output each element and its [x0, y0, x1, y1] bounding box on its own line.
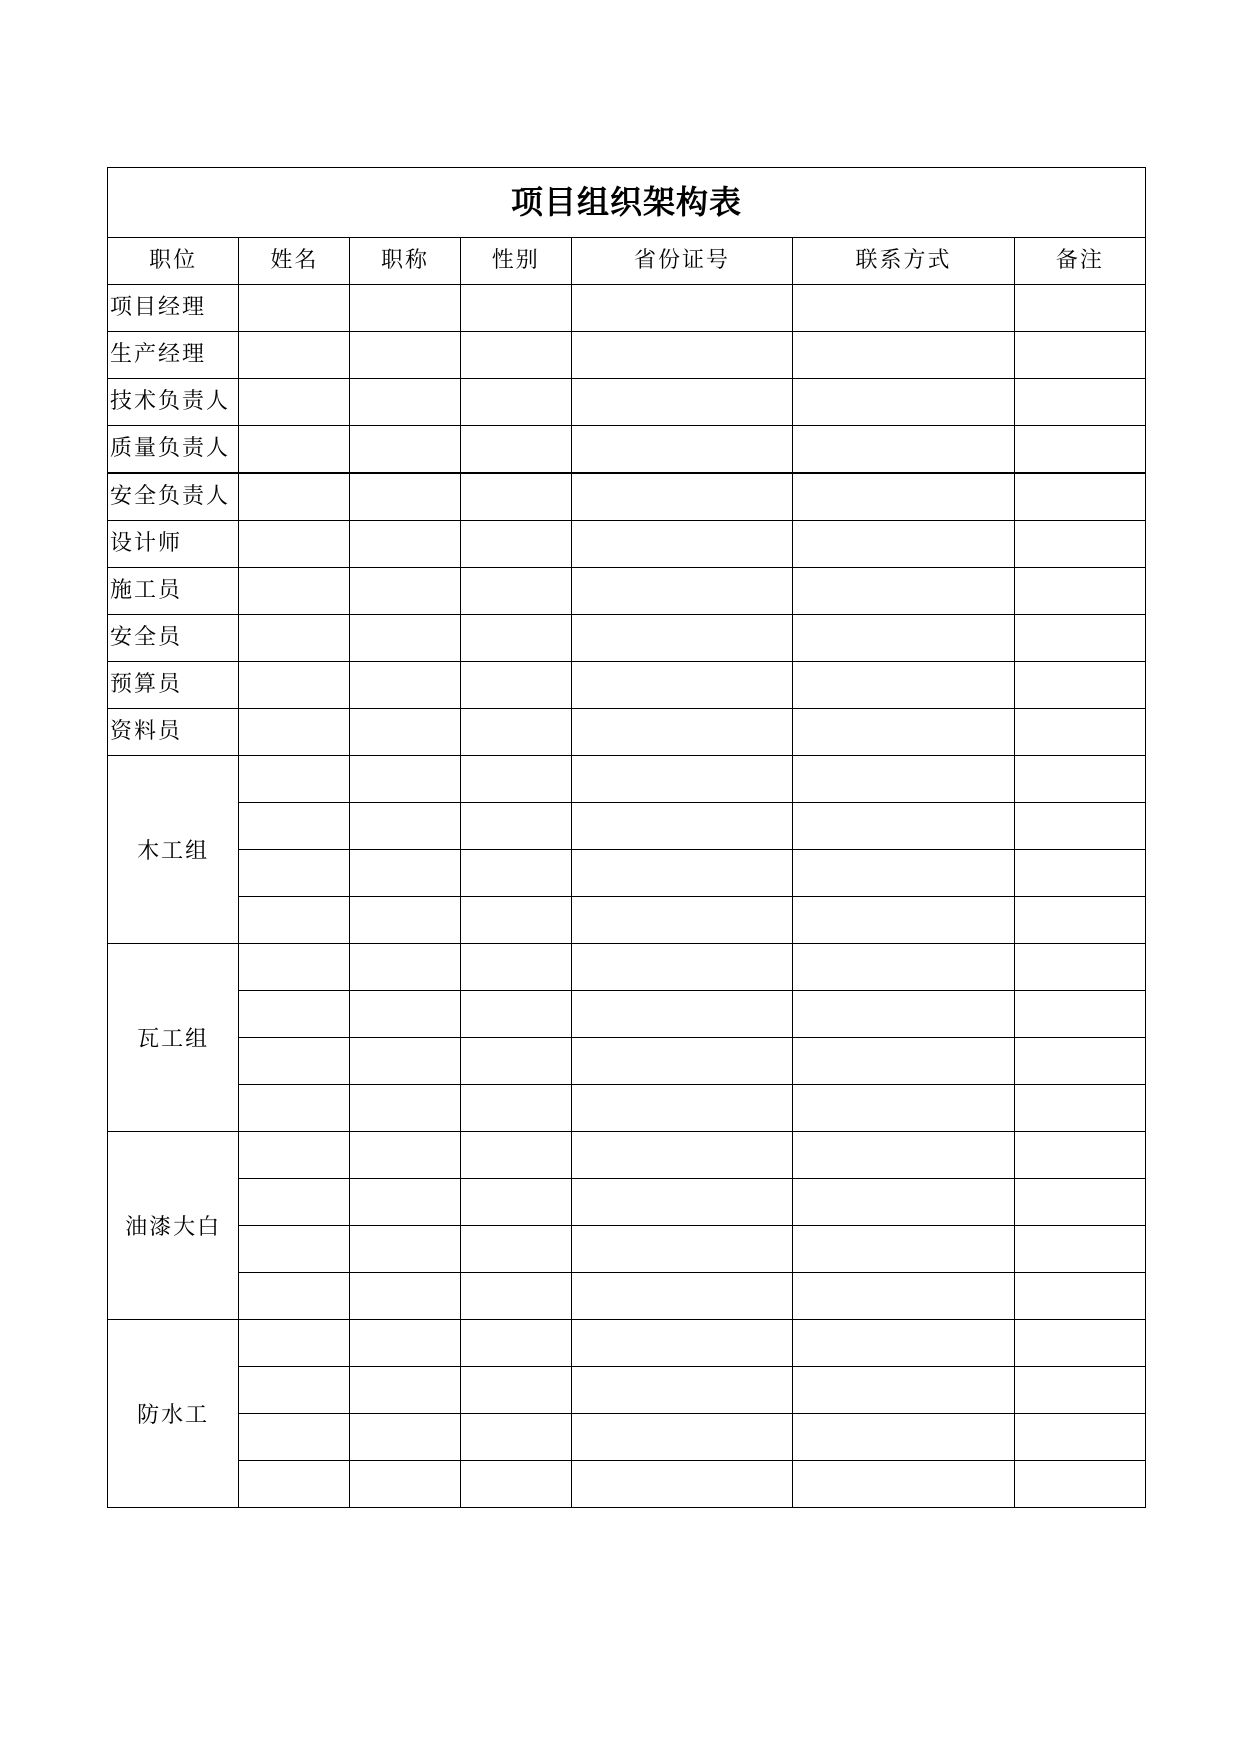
contact-cell[interactable]: [793, 991, 1014, 1038]
remarks-cell[interactable]: [1014, 568, 1145, 615]
group-row: [108, 1367, 1146, 1414]
title-cell[interactable]: [350, 521, 460, 568]
title-cell[interactable]: [350, 1461, 460, 1508]
name-cell[interactable]: [239, 1132, 350, 1179]
title-cell[interactable]: [350, 897, 460, 944]
role-label: 资料员: [108, 709, 239, 756]
gender-cell[interactable]: [460, 1414, 571, 1461]
name-cell[interactable]: [239, 332, 350, 379]
title-cell[interactable]: [350, 379, 460, 426]
remarks-cell[interactable]: [1014, 897, 1145, 944]
remarks-cell[interactable]: [1014, 991, 1145, 1038]
header-remarks: 备注: [1014, 238, 1145, 285]
remarks-cell[interactable]: [1014, 1414, 1145, 1461]
group-row: [108, 1132, 1146, 1179]
title-cell[interactable]: [350, 1179, 460, 1226]
title-cell[interactable]: [350, 1414, 460, 1461]
id-number-cell[interactable]: [571, 426, 792, 474]
name-cell[interactable]: [239, 473, 350, 521]
gender-cell[interactable]: [460, 285, 571, 332]
title-cell[interactable]: [350, 991, 460, 1038]
role-row: [108, 379, 1146, 426]
group-row: [108, 1038, 1146, 1085]
id-number-cell[interactable]: [571, 1273, 792, 1320]
title-cell[interactable]: [350, 568, 460, 615]
group-row: [108, 1273, 1146, 1320]
name-cell[interactable]: [239, 897, 350, 944]
remarks-cell[interactable]: [1014, 473, 1145, 521]
gender-cell[interactable]: [460, 1179, 571, 1226]
gender-cell[interactable]: [460, 1085, 571, 1132]
contact-cell[interactable]: [793, 1226, 1014, 1273]
title-row: [108, 168, 1146, 238]
role-row: [108, 521, 1146, 568]
id-number-cell[interactable]: [571, 991, 792, 1038]
name-cell[interactable]: [239, 521, 350, 568]
id-number-cell[interactable]: [571, 1367, 792, 1414]
gender-cell[interactable]: [460, 1320, 571, 1367]
remarks-cell[interactable]: [1014, 1320, 1145, 1367]
gender-cell[interactable]: [460, 473, 571, 521]
contact-cell[interactable]: [793, 944, 1014, 991]
group-row: [108, 1085, 1146, 1132]
role-row: [108, 568, 1146, 615]
remarks-cell[interactable]: [1014, 1132, 1145, 1179]
contact-cell[interactable]: [793, 473, 1014, 521]
role-row: [108, 285, 1146, 332]
gender-cell[interactable]: [460, 756, 571, 803]
group-row: [108, 991, 1146, 1038]
role-row: [108, 426, 1146, 474]
id-number-cell[interactable]: [571, 568, 792, 615]
contact-cell[interactable]: [793, 1414, 1014, 1461]
remarks-cell[interactable]: [1014, 1179, 1145, 1226]
name-cell[interactable]: [239, 709, 350, 756]
remarks-cell[interactable]: [1014, 1226, 1145, 1273]
title-cell[interactable]: [350, 1085, 460, 1132]
table-title: 项目组织架构表: [108, 168, 1146, 238]
name-cell[interactable]: [239, 1038, 350, 1085]
title-cell[interactable]: [350, 473, 460, 521]
contact-cell[interactable]: [793, 756, 1014, 803]
contact-cell[interactable]: [793, 568, 1014, 615]
id-number-cell[interactable]: [571, 1179, 792, 1226]
title-cell[interactable]: [350, 332, 460, 379]
id-number-cell[interactable]: [571, 1461, 792, 1508]
contact-cell[interactable]: [793, 426, 1014, 474]
id-number-cell[interactable]: [571, 850, 792, 897]
title-cell[interactable]: [350, 1273, 460, 1320]
contact-cell[interactable]: [793, 1320, 1014, 1367]
contact-cell[interactable]: [793, 1085, 1014, 1132]
gender-cell[interactable]: [460, 662, 571, 709]
gender-cell[interactable]: [460, 332, 571, 379]
contact-cell[interactable]: [793, 1273, 1014, 1320]
gender-cell[interactable]: [460, 615, 571, 662]
id-number-cell[interactable]: [571, 615, 792, 662]
title-cell[interactable]: [350, 756, 460, 803]
role-label: 项目经理: [108, 285, 239, 332]
contact-cell[interactable]: [793, 379, 1014, 426]
remarks-cell[interactable]: [1014, 426, 1145, 474]
role-row: [108, 662, 1146, 709]
remarks-cell[interactable]: [1014, 615, 1145, 662]
gender-cell[interactable]: [460, 991, 571, 1038]
gender-cell[interactable]: [460, 1226, 571, 1273]
role-label: 安全员: [108, 615, 239, 662]
gender-cell[interactable]: [460, 1038, 571, 1085]
title-cell[interactable]: [350, 662, 460, 709]
role-label: 安全负责人: [108, 473, 239, 521]
group-label: 木工组: [108, 756, 239, 944]
name-cell[interactable]: [239, 756, 350, 803]
gender-cell[interactable]: [460, 1273, 571, 1320]
group-row: [108, 1226, 1146, 1273]
name-cell[interactable]: [239, 1320, 350, 1367]
name-cell[interactable]: [239, 1414, 350, 1461]
header-name: 姓名: [239, 238, 350, 285]
role-row: [108, 332, 1146, 379]
contact-cell[interactable]: [793, 1132, 1014, 1179]
group-row: [108, 1320, 1146, 1367]
gender-cell[interactable]: [460, 379, 571, 426]
name-cell[interactable]: [239, 1085, 350, 1132]
remarks-cell[interactable]: [1014, 944, 1145, 991]
gender-cell[interactable]: [460, 944, 571, 991]
id-number-cell[interactable]: [571, 897, 792, 944]
remarks-cell[interactable]: [1014, 332, 1145, 379]
contact-cell[interactable]: [793, 803, 1014, 850]
id-number-cell[interactable]: [571, 1038, 792, 1085]
name-cell[interactable]: [239, 1367, 350, 1414]
role-label: 生产经理: [108, 332, 239, 379]
gender-cell[interactable]: [460, 521, 571, 568]
remarks-cell[interactable]: [1014, 1461, 1145, 1508]
name-cell[interactable]: [239, 850, 350, 897]
remarks-cell[interactable]: [1014, 709, 1145, 756]
name-cell[interactable]: [239, 662, 350, 709]
role-row: [108, 709, 1146, 756]
contact-cell[interactable]: [793, 1461, 1014, 1508]
title-cell[interactable]: [350, 1132, 460, 1179]
id-number-cell[interactable]: [571, 1226, 792, 1273]
remarks-cell[interactable]: [1014, 850, 1145, 897]
remarks-cell[interactable]: [1014, 756, 1145, 803]
gender-cell[interactable]: [460, 897, 571, 944]
remarks-cell[interactable]: [1014, 1273, 1145, 1320]
id-number-cell[interactable]: [571, 803, 792, 850]
contact-cell[interactable]: [793, 521, 1014, 568]
name-cell[interactable]: [239, 944, 350, 991]
gender-cell[interactable]: [460, 426, 571, 474]
id-number-cell[interactable]: [571, 944, 792, 991]
title-cell[interactable]: [350, 1226, 460, 1273]
contact-cell[interactable]: [793, 332, 1014, 379]
id-number-cell[interactable]: [571, 662, 792, 709]
name-cell[interactable]: [239, 803, 350, 850]
title-cell[interactable]: [350, 1367, 460, 1414]
title-cell[interactable]: [350, 285, 460, 332]
group-row: [108, 1179, 1146, 1226]
id-number-cell[interactable]: [571, 756, 792, 803]
group-row: [108, 850, 1146, 897]
id-number-cell[interactable]: [571, 1320, 792, 1367]
name-cell[interactable]: [239, 1273, 350, 1320]
group-label: 防水工: [108, 1320, 239, 1508]
name-cell[interactable]: [239, 285, 350, 332]
contact-cell[interactable]: [793, 1367, 1014, 1414]
remarks-cell[interactable]: [1014, 1085, 1145, 1132]
title-cell[interactable]: [350, 944, 460, 991]
name-cell[interactable]: [239, 1179, 350, 1226]
organization-table: [107, 167, 1146, 1508]
group-label: 油漆大白: [108, 1132, 239, 1320]
gender-cell[interactable]: [460, 1367, 571, 1414]
id-number-cell[interactable]: [571, 521, 792, 568]
remarks-cell[interactable]: [1014, 662, 1145, 709]
role-label: 施工员: [108, 568, 239, 615]
id-number-cell[interactable]: [571, 285, 792, 332]
remarks-cell[interactable]: [1014, 285, 1145, 332]
name-cell[interactable]: [239, 1461, 350, 1508]
role-label: 预算员: [108, 662, 239, 709]
gender-cell[interactable]: [460, 709, 571, 756]
name-cell[interactable]: [239, 568, 350, 615]
group-row: [108, 944, 1146, 991]
table-body: [108, 285, 1146, 1508]
header-row: [108, 238, 1146, 285]
contact-cell[interactable]: [793, 709, 1014, 756]
contact-cell[interactable]: [793, 615, 1014, 662]
role-label: 技术负责人: [108, 379, 239, 426]
header-id-number: 省份证号: [571, 238, 792, 285]
id-number-cell[interactable]: [571, 1132, 792, 1179]
contact-cell[interactable]: [793, 285, 1014, 332]
remarks-cell[interactable]: [1014, 1038, 1145, 1085]
id-number-cell[interactable]: [571, 379, 792, 426]
role-row: [108, 615, 1146, 662]
group-row: [108, 756, 1146, 803]
title-cell[interactable]: [350, 803, 460, 850]
role-row: [108, 473, 1146, 521]
group-row: [108, 897, 1146, 944]
id-number-cell[interactable]: [571, 1414, 792, 1461]
id-number-cell[interactable]: [571, 332, 792, 379]
title-cell[interactable]: [350, 615, 460, 662]
group-row: [108, 1461, 1146, 1508]
role-label: 质量负责人: [108, 426, 239, 474]
name-cell[interactable]: [239, 426, 350, 474]
name-cell[interactable]: [239, 1226, 350, 1273]
id-number-cell[interactable]: [571, 709, 792, 756]
remarks-cell[interactable]: [1014, 521, 1145, 568]
group-row: [108, 1414, 1146, 1461]
title-cell[interactable]: [350, 1320, 460, 1367]
title-cell[interactable]: [350, 426, 460, 474]
name-cell[interactable]: [239, 379, 350, 426]
remarks-cell[interactable]: [1014, 803, 1145, 850]
contact-cell[interactable]: [793, 1179, 1014, 1226]
header-title: 职称: [350, 238, 460, 285]
header-gender: 性别: [460, 238, 571, 285]
contact-cell[interactable]: [793, 897, 1014, 944]
role-label: 设计师: [108, 521, 239, 568]
name-cell[interactable]: [239, 991, 350, 1038]
gender-cell[interactable]: [460, 803, 571, 850]
contact-cell[interactable]: [793, 850, 1014, 897]
header-position: 职位: [108, 238, 239, 285]
gender-cell[interactable]: [460, 1461, 571, 1508]
contact-cell[interactable]: [793, 662, 1014, 709]
group-label: 瓦工组: [108, 944, 239, 1132]
remarks-cell[interactable]: [1014, 379, 1145, 426]
title-cell[interactable]: [350, 850, 460, 897]
gender-cell[interactable]: [460, 850, 571, 897]
name-cell[interactable]: [239, 615, 350, 662]
group-row: [108, 803, 1146, 850]
gender-cell[interactable]: [460, 568, 571, 615]
id-number-cell[interactable]: [571, 473, 792, 521]
title-cell[interactable]: [350, 709, 460, 756]
contact-cell[interactable]: [793, 1038, 1014, 1085]
gender-cell[interactable]: [460, 1132, 571, 1179]
title-cell[interactable]: [350, 1038, 460, 1085]
id-number-cell[interactable]: [571, 1085, 792, 1132]
remarks-cell[interactable]: [1014, 1367, 1145, 1414]
header-contact: 联系方式: [793, 238, 1014, 285]
